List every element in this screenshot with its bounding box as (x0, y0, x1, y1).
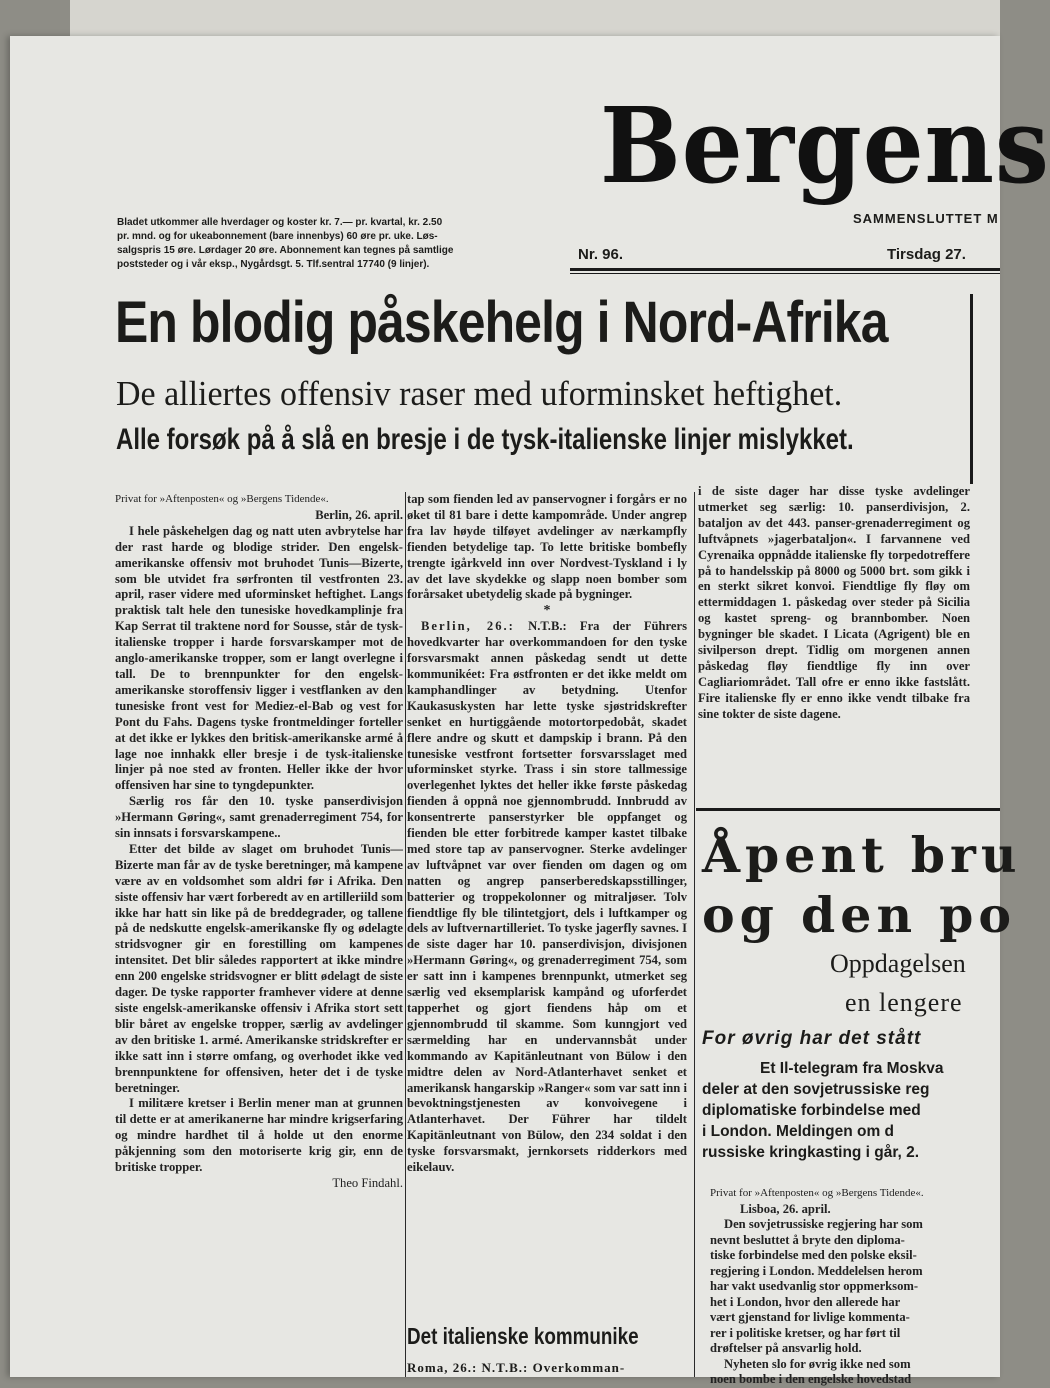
background-sheet (70, 0, 1000, 40)
masthead-rule (570, 268, 1000, 271)
ntb-paragraph: N.T.B.: Fra der Führers hovedkvarter har overkommandoen for den tyske forsvarsmakt annen påskedag sendt ut dette kommunikéet: Fra østfronten er det ikke meldt om kamphandlinger av betydning. Utenfor Kaukasuskysten har lette tyske sjøstridskrefter senket en hurtiggående motortorpedobåt, skadet flere andre og skutt et dampskip i brann. På den tunesiske vestfront fortsetter forsvarsslaget med uforminsket styrke. Trass i sin store tallmessige overlegenhet lyktes det heller ikke første påskedag fienden å oppnå noe gjennombrudd. Innbrudd av konsentrerte panserstyrker ble oppfanget og fienden ble etter forbitrede kamper kastet tilbake med store tap av panservogner. Sterke avdelinger av luftvåpnet var over fienden om dagen og om natten og angrep panserberedskapsstillinger, batterier og troppekolonner og mitraljøser. Tolv fiendtlige fly ble tilintetgjort, dels i luftkamper og dels av luftvernartilleriet. To tyske jagerfly savnes. I de siste dager har 10. panserdivisjon, divisjonen »Hermann Gøring«, og grenaderregiment 754, som er satt inn i kampenes brennpunkt, utmerket seg særlig ved eksemplarisk kampånd og uforferdet tapperhet og gjort fiendens håp om et gjennombrudd til skamme. Som kunngjort ved særmelding har en undervannsbåt under kommando av Kapitänleutnant von Bülow i den midtre delen av Nord-Atlanterhavet senket et amerikansk hangarskip »Ranger« som var satt inn i bevoktningstjenesten av konvoivegene i Atlanterhavet. Der Führer har tildelt Kapitänleutnant von Bülow, den 234 soldat i den tyske forsvarsmakt, jernkorsets ridderkors med eikelauv. (407, 619, 687, 1175)
paragraph: tap som fienden led av panservogner i forgårs er no øket til 81 bare i dette kampområde. Under angrep fra lav høyde tilføyet avdelinger av nærkampfly fienden betydelige tap. To lette britiske bombefly trengte igårkveld inn over Nordvest-Tyskland i ly av det lave skydekke og slapp noen bomber som forårsaket ubetydelig skade på bygninger. (407, 492, 687, 602)
body-line: rer i politiske kretser, og har ført til (710, 1325, 901, 1340)
masthead-rule-thin (570, 273, 1000, 274)
paragraph: I hele påskehelgen dag og natt uten avbrytelse har der rast harde og blodige strider. Den engelsk-amerikanske offensiv mot bruhodet Tunis—Bizerte, som ble utvidet fra sørfronten til vestfronten 23. april, raser videre med uforminsket heftighet. Langs praktisk talt hele den tunesiske hovedkamplinje fra Kap Serrat til traktene nord for Sousse, står de tysk-italienske tropper i harde forsvarskamper mot de anglo-amerikanske tropper, som er langt overlegne i tall. De to brennpunkter for den engelsk-amerikanske storoffensiv ligger i vestflanken av den tunesiske front vest for Mediez-el-Bab og vest for Pont du Fahs. Dagens tyske frontmeldinger forteller at det ikke er lykkes den britisk-amerikanske armé å lage noe innhakk eller bresje i de tysk-italienske linjer på noe sted av fronten. Heller ikke der hvor offensiven har sine to tyngdepunkter. (115, 523, 403, 793)
subscription-info (117, 216, 542, 272)
paragraph: i de siste dager har disse tyske avdelinger utmerket seg særlig: 10. panserdivisjon, 2. bataljon av det 443. panser-grenaderregiment og luftvåpnets »jagerbataljon«. I farvannene ved Cyrenaika oppnådde italienske fly torpedotreffere på to handelsskip på 8000 og 5000 brt. som gikk i en sterkt sikret konvoi. Fiendtlige fly fløy om ettermiddagen 1. påskedag over steder på Sicilia og kastet spreng- og brannbomber. Noen bygninger ble skadet. I Licata (Agrigent) ble en sivilperson drept. Tidlig om morgenen annen påskedag fløy fiendtlige fly inn over Cagliariområdet. Tall ofre er enno ikke fastslått. Fire italienske fly er enno ikke vendt tilbake fra sine tokter de siste dagene. (698, 484, 970, 721)
main-kicker: Alle forsøk på å slå en bresje i de tysk-italienske linjer mislykket. (116, 423, 854, 456)
body-line: tiske forbindelse med den polske eksil- (710, 1248, 917, 1262)
body-line: vært gjenstand for livlige kommenta- (710, 1310, 910, 1324)
issue-number: Nr. 96. (578, 246, 624, 263)
byline: Privat for »Aftenposten« og »Bergens Tidende«. (710, 1187, 924, 1199)
telegram-line: diplomatiske forbindelse med (702, 1102, 921, 1119)
subscription-line: salgspris 15 øre. Lørdager 20 øre. Abonnement kan tegnes på samtlige (117, 245, 454, 256)
right-subheadline-2: en lengere (845, 988, 963, 1017)
dateline: Berlin, 26. april. (315, 507, 403, 522)
body-line: noen bombe i den engelske hovedstad (710, 1372, 912, 1386)
issue-date: Tirsdag 27. (887, 246, 966, 263)
separator: * (543, 603, 551, 619)
column-4 (710, 1186, 1010, 1388)
masthead-title: Bergens (600, 84, 1050, 207)
headline-box-rule (970, 294, 973, 484)
byline: Privat for »Aftenposten« og »Bergens Tidende«. (115, 493, 329, 505)
italian-heading: Det italienske kommunike (407, 1323, 639, 1349)
right-subheadline-3: For øvrig har det stått (702, 1028, 922, 1049)
telegram-lead (702, 1058, 1012, 1163)
telegram-line: deler at den sovjetrussiske reg (702, 1081, 930, 1098)
main-subheadline: De alliertes offensiv raser med uforminsket heftighet. (116, 374, 843, 413)
body-line: nevnt besluttet å bryte den diploma- (710, 1232, 905, 1247)
body-line: Den sovjetrussiske regjering har som (724, 1217, 923, 1231)
telegram-line: Et Il-telegram fra Moskva (760, 1060, 944, 1077)
column-1 (115, 492, 403, 1192)
right-subheadline-1: Oppdagelsen (830, 949, 966, 978)
column-2 (407, 492, 687, 1176)
telegram-line: i London. Meldingen om d (702, 1123, 895, 1140)
telegram-line: russiske kringkasting i går, 2. (702, 1144, 920, 1161)
masthead-subtitle: SAMMENSLUTTET M (853, 211, 999, 226)
paragraph: Særlig ros får den 10. tyske panserdivisjon »Hermann Gøring«, samt grenaderregiment 754, for sin innsats i forsvarskampene.. (115, 794, 403, 841)
subscription-line: poststeder og i vår eksp., Nygårdsgt. 5. Tlf.sentral 17740 (9 linjer). (117, 259, 430, 270)
newspaper-page (10, 36, 1050, 1386)
signature: Theo Findahl. (332, 1175, 403, 1190)
body-line: het i London, hvor den allerede har (710, 1294, 901, 1309)
body-line: har vakt usedvanlig stor oppmerksom- (710, 1279, 919, 1293)
right-headline-2: og den po (702, 886, 1017, 944)
column-rule (694, 492, 695, 1377)
ntb-dateline: Berlin, 26.: (421, 619, 515, 634)
body-line: regjering i London. Meddelelsen herom (710, 1263, 923, 1278)
column-rule (405, 492, 406, 1377)
italian-first-line: Roma, 26.: N.T.B.: Overkomman- (407, 1360, 626, 1375)
paragraph: I militære kretser i Berlin mener man at grunnen til dette er at amerikanerne har mindre krigserfaring og mindre hardhet til å holde ut den enorme påkjenning som den motoriserte krig gir, enn de britiske tropper. (115, 1096, 403, 1175)
subscription-line: Bladet utkommer alle hverdager og koster kr. 7.— pr. kvartal, kr. 2.50 (117, 217, 443, 228)
column-3 (698, 484, 970, 723)
paragraph: Etter det bilde av slaget om bruhodet Tunis—Bizerte man får av de tyske beretninger, må kampene være av en voldsomhet som aldri før i Afrika. Den siste offensiv har vært forberedt av en artilleriild som ikke har hatt sin like på de breddegrader, og tallene på de nedskutte engelsk-amerikanske fly og ødelagte stridsvogner gir en forestilling om kampenes intensitet. Det blir således rapportert at ikke mindre enn 200 engelske stridsvogner er blitt ødelagt de siste dager. De tyske rapporter framhever videre at denne siste engelsk-amerikanske offensiv i Afrika stort sett blir båret av engelske tropper, særlig av avdelinger av den britiske 1. armé. Amerikanske stridskrefter er ikke satt inn i større omfang, og overhodet ikke ved brennpunktene for offensiven, heter det i de tyske beretninger. (115, 841, 403, 1095)
body-line: Nyheten slo for øvrig ikke ned som (724, 1356, 911, 1371)
dateline: Lisboa, 26. april. (740, 1201, 831, 1216)
right-headline-1: Åpent bru (702, 826, 1022, 884)
subscription-line: pr. mnd. og for ukeabonnement (bare innenbys) 60 øre pr. uke. Løs- (117, 231, 438, 242)
body-line: drøftelser på ansvarlig hold. (710, 1341, 862, 1355)
main-headline: En blodig påskehelg i Nord-Afrika (115, 290, 888, 355)
section-rule (696, 808, 1000, 811)
